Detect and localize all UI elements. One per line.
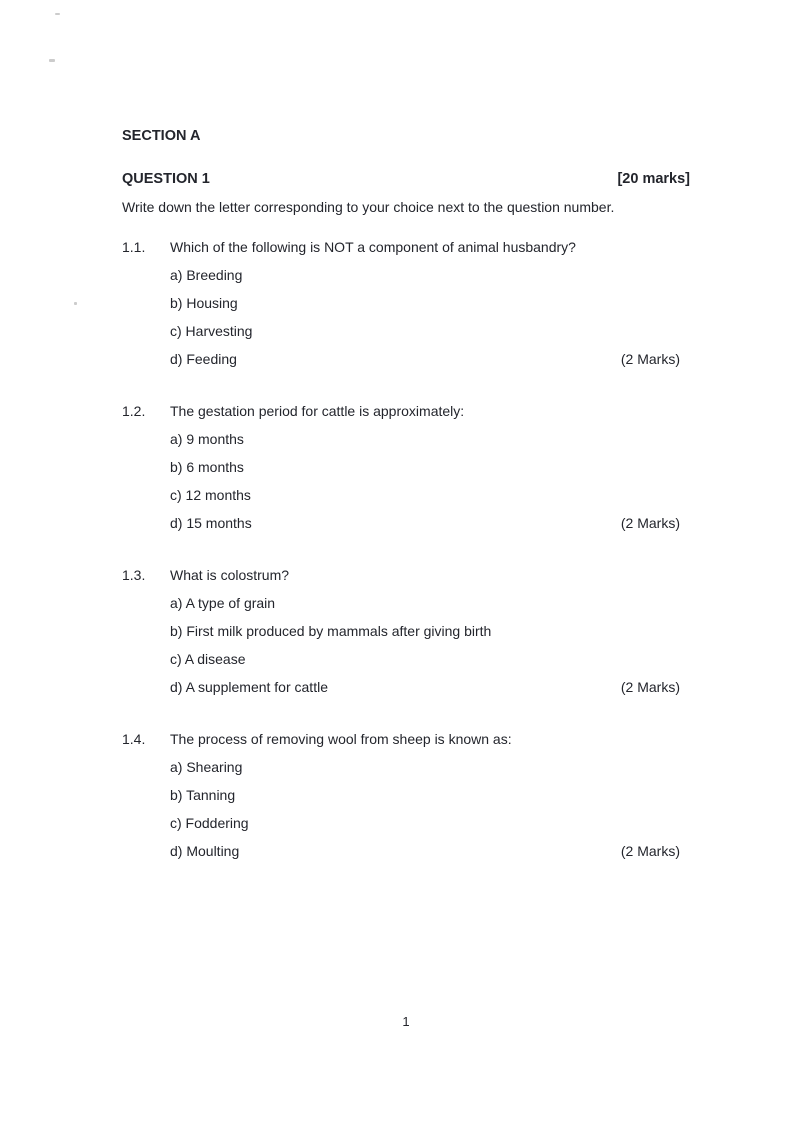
question-number: 1.4. xyxy=(122,731,146,747)
question-text: The gestation period for cattle is approximately: xyxy=(170,403,465,419)
question-line xyxy=(122,240,690,255)
option-b: b) 6 months xyxy=(170,459,244,475)
option-a: a) 9 months xyxy=(170,431,244,447)
option-row xyxy=(170,460,690,475)
instruction-text: Write down the letter corresponding to your choice next to the question number. xyxy=(122,199,615,215)
option-row xyxy=(170,324,690,339)
question-header-row xyxy=(122,172,690,187)
option-row xyxy=(170,596,690,611)
section-title: SECTION A xyxy=(122,128,201,144)
options-list xyxy=(170,760,690,859)
question-block-1-1 xyxy=(122,240,690,367)
option-row xyxy=(170,432,690,447)
option-d: d) Feeding xyxy=(170,351,237,367)
options-list xyxy=(170,596,690,695)
option-c: c) A disease xyxy=(170,651,246,667)
page-number: 1 xyxy=(402,1014,410,1029)
option-a: a) A type of grain xyxy=(170,595,276,611)
option-row xyxy=(170,844,690,859)
question-line xyxy=(122,404,690,419)
option-d: d) Moulting xyxy=(170,843,240,859)
question-block-1-2 xyxy=(122,404,690,531)
option-row xyxy=(170,488,690,503)
question-text: Which of the following is NOT a component of animal husbandry? xyxy=(170,239,576,255)
option-b: b) Tanning xyxy=(170,787,236,803)
scan-artifact-dot xyxy=(74,302,77,305)
question-title: QUESTION 1 xyxy=(122,171,210,187)
question-block-1-3 xyxy=(122,568,690,695)
question-block-1-4 xyxy=(122,732,690,859)
option-row xyxy=(170,624,690,639)
option-row xyxy=(170,652,690,667)
question-number: 1.3. xyxy=(122,567,146,583)
options-list xyxy=(170,432,690,531)
option-row xyxy=(170,680,690,695)
option-d: d) 15 months xyxy=(170,515,252,531)
question-text: What is colostrum? xyxy=(170,567,290,583)
option-row xyxy=(170,760,690,775)
options-list xyxy=(170,268,690,367)
option-d: d) A supplement for cattle xyxy=(170,679,328,695)
option-row xyxy=(170,788,690,803)
option-row xyxy=(170,296,690,311)
question-number: 1.2. xyxy=(122,403,146,419)
option-c: c) Harvesting xyxy=(170,323,253,339)
question-marks: (2 Marks) xyxy=(620,843,680,859)
option-row xyxy=(170,268,690,283)
question-text: The process of removing wool from sheep is known as: xyxy=(170,731,512,747)
scan-artifact-dot xyxy=(49,59,55,62)
option-row xyxy=(170,352,690,367)
scan-artifact-dot xyxy=(55,13,60,15)
option-a: a) Breeding xyxy=(170,267,243,283)
question-total-marks: [20 marks] xyxy=(617,171,690,187)
question-number: 1.1. xyxy=(122,239,146,255)
page-content xyxy=(122,0,690,859)
question-line xyxy=(122,732,690,747)
option-a: a) Shearing xyxy=(170,759,243,775)
question-marks: (2 Marks) xyxy=(620,679,680,695)
option-row xyxy=(170,816,690,831)
option-b: b) First milk produced by mammals after giving birth xyxy=(170,623,492,639)
option-b: b) Housing xyxy=(170,295,238,311)
question-line xyxy=(122,568,690,583)
option-row xyxy=(170,516,690,531)
option-c: c) 12 months xyxy=(170,487,251,503)
question-marks: (2 Marks) xyxy=(620,351,680,367)
question-marks: (2 Marks) xyxy=(620,515,680,531)
option-c: c) Foddering xyxy=(170,815,249,831)
